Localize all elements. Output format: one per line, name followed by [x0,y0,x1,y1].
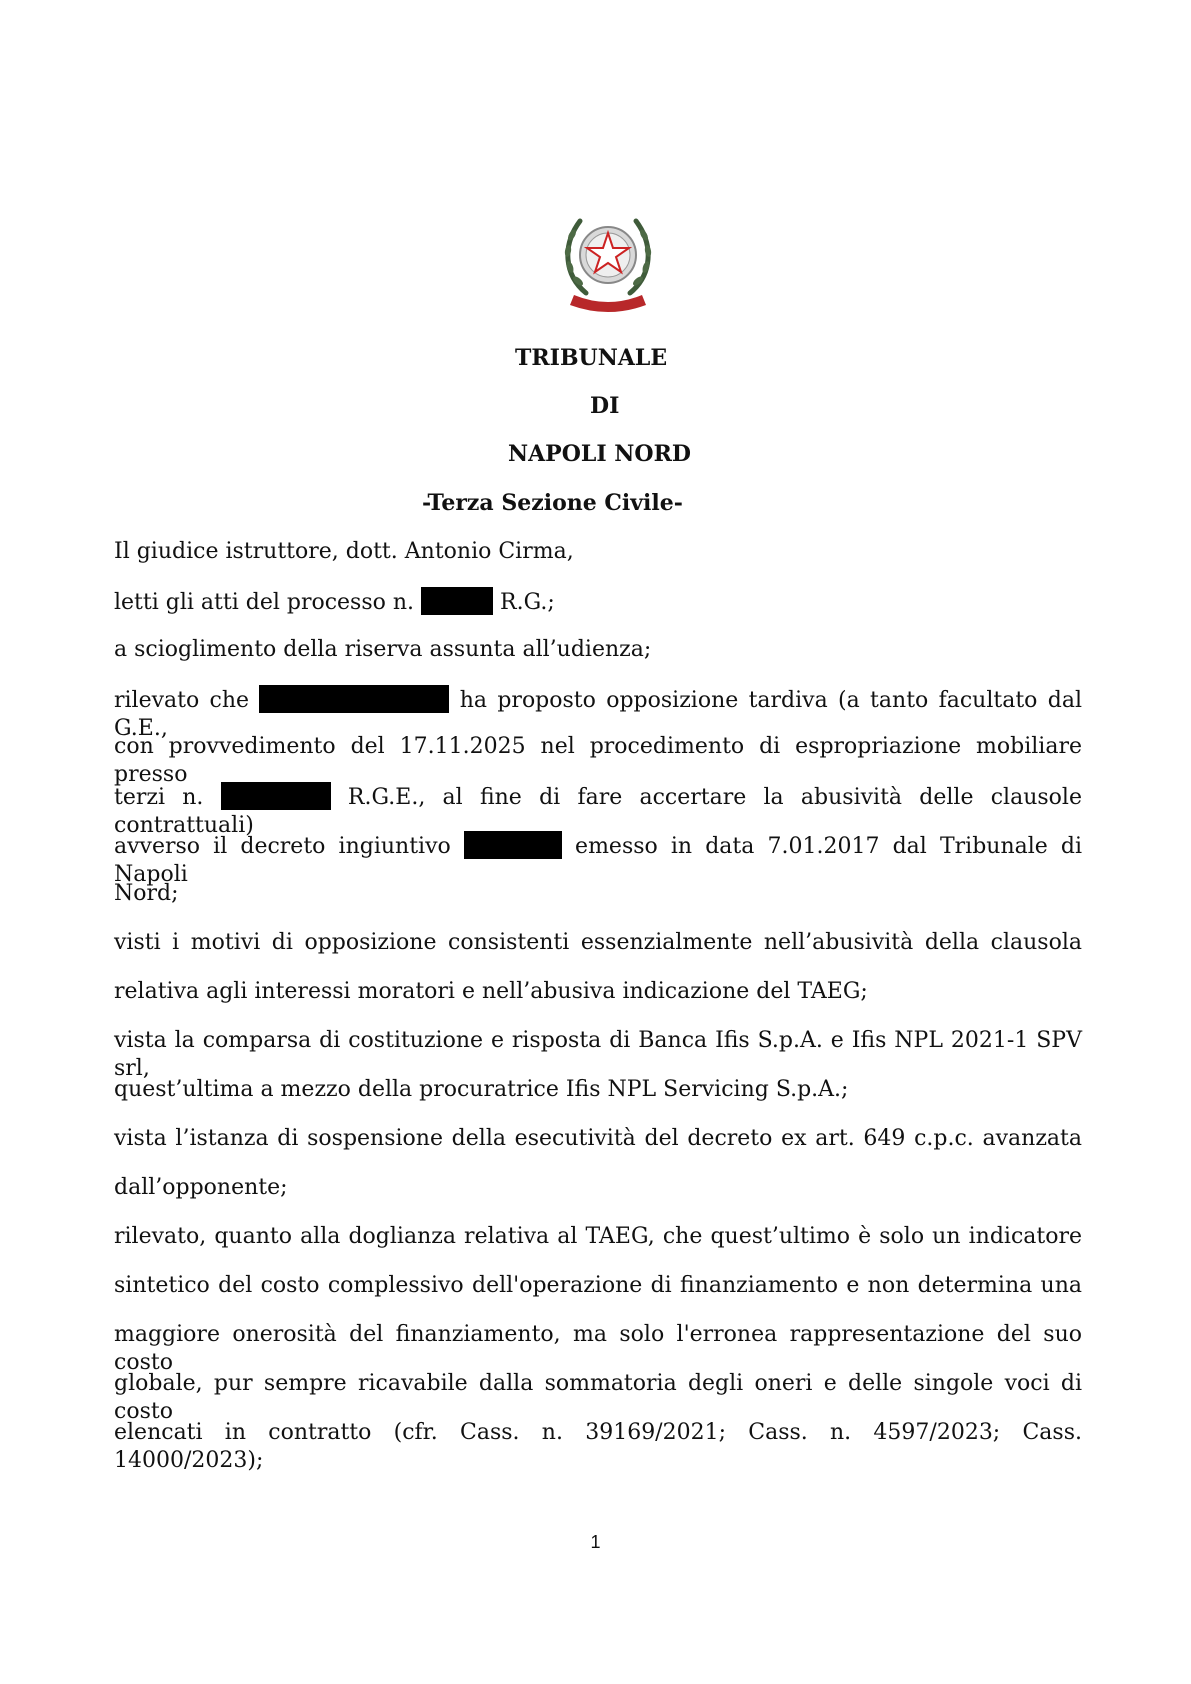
body-line-12: quest’ultima a mezzo della procuratrice Ifis NPL Servicing S.p.A.; [114,1077,849,1102]
body-line-8: Nord; [114,881,179,906]
body-line-15: rilevato, quanto alla doglianza relativa al TAEG, che quest’ultimo è solo un indicatore [114,1224,1082,1249]
body-line-17: maggiore onerosità del finanziamento, ma solo l'erronea rappresentazione del suo costo [114,1322,1082,1375]
body-line-7: avverso il decreto ingiuntivo emesso in data 7.01.2017 dal Tribunale di Napoli [114,831,1082,889]
body-line-6: terzi n. R.G.E., al fine di fare accertare la abusività delle clausole contrattuali) [114,782,1082,840]
body-line-4: rilevato che ha proposto opposizione tardiva (a tanto facultato dal G.E., [114,685,1082,743]
body-line-14: dall’opponente; [114,1175,288,1200]
body-line-13: vista l’istanza di sospensione della esecutività del decreto ex art. 649 c.p.c. avanzata [114,1126,1082,1151]
body-line-5: con provvedimento del 17.11.2025 nel procedimento di espropriazione mobiliare presso [114,734,1082,787]
court-section: -Terza Sezione Civile- [422,490,683,516]
redaction-box [259,685,449,713]
body-line-11: vista la comparsa di costituzione e risposta di Banca Ifis S.p.A. e Ifis NPL 2021-1 SPV srl, [114,1028,1082,1081]
body-line-18: globale, pur sempre ricavabile dalla sommatoria degli oneri e delle singole voci di costo [114,1371,1082,1424]
body-line-1: Il giudice istruttore, dott. Antonio Cirma, [114,539,574,564]
body-line-10: relativa agli interessi moratori e nell’abusiva indicazione del TAEG; [114,979,868,1004]
redaction-box [421,587,493,615]
body-line-2: letti gli atti del processo n. R.G.; [114,587,1082,617]
italian-republic-emblem [556,205,660,317]
page-number: 1 [590,1532,601,1552]
redaction-box [464,831,562,859]
body-line-3: a scioglimento della riserva assunta all’udienza; [114,637,652,662]
court-of: DI [590,393,620,419]
body-line-9: visti i motivi di opposizione consistenti essenzialmente nell’abusività della clausola [114,930,1082,955]
court-city: NAPOLI NORD [508,441,691,467]
court-title: TRIBUNALE [515,345,668,371]
redaction-box [221,782,331,810]
body-line-19: elencati in contratto (cfr. Cass. n. 39169/2021; Cass. n. 4597/2023; Cass. 14000/2023); [114,1420,1082,1473]
body-line-16: sintetico del costo complessivo dell'operazione di finanziamento e non determina una [114,1273,1082,1298]
